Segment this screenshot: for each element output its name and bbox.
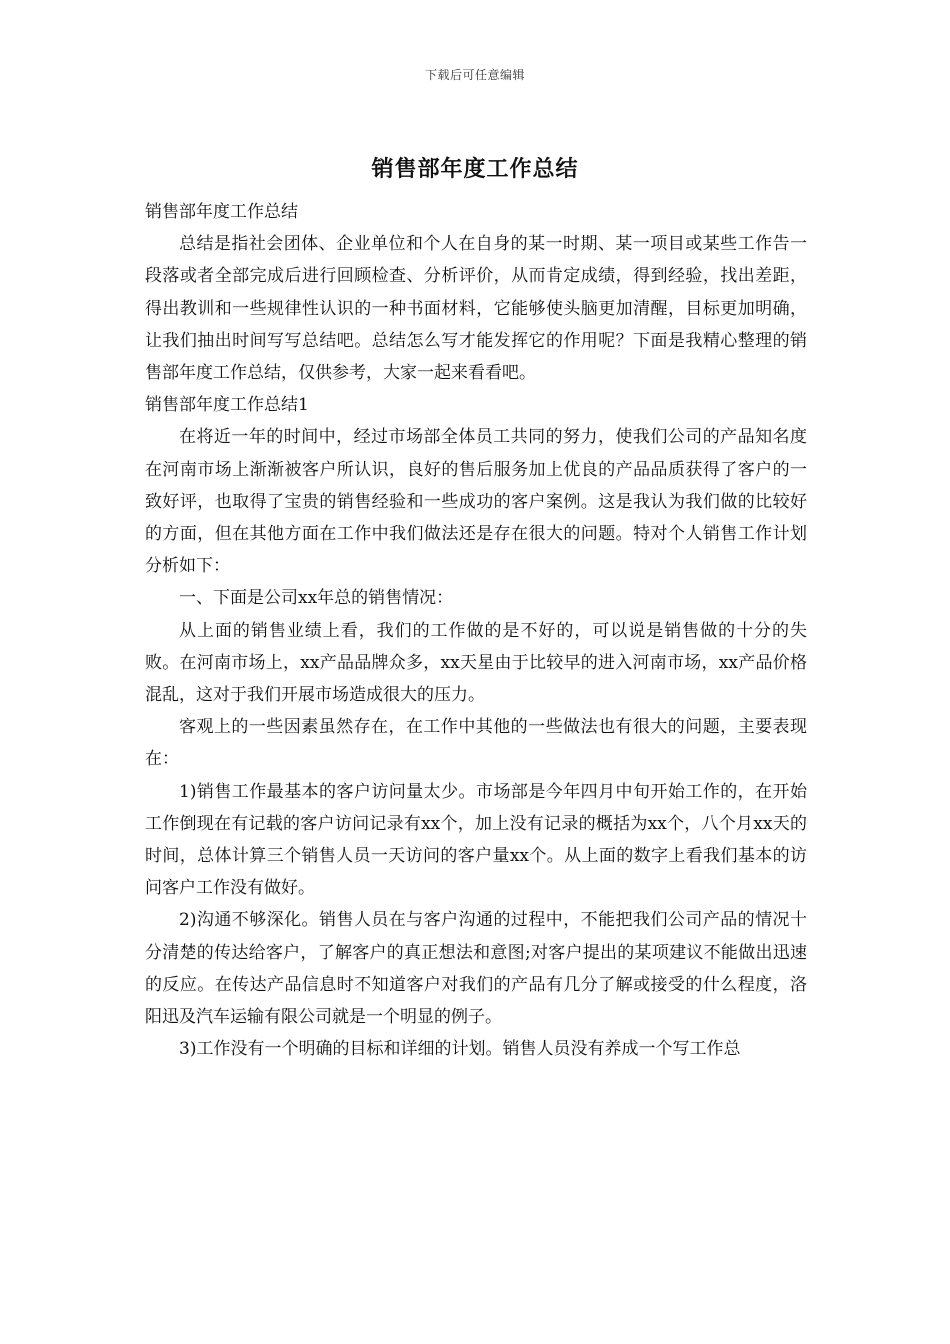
body-paragraph: 从上面的销售业绩上看，我们的工作做的是不好的，可以说是销售做的十分的失败。在河南市场上，xx产品品牌众多，xx天星由于比较早的进入河南市场，xx产品价格混乱，这对于我们开展市场造成很大的压力。	[145, 620, 807, 706]
body-paragraph: 一、下面是公司xx年总的销售情况：	[179, 588, 454, 609]
body-paragraph: 客观上的一些因素虽然存在，在工作中其他的一些做法也有很大的问题，主要表现在：	[145, 717, 807, 770]
body-paragraph: 2)沟通不够深化。销售人员在与客户沟通的过程中，不能把我们公司产品的情况十分清楚的传达给客户，了解客户的真正想法和意图;对客户提出的某项建议不能做出迅速的反应。在传达产品信息时不知道客户对我们的产品有几分了解或接受的什么程度，洛阳迅及汽车运输有限公司就是一个明显的例子。	[145, 910, 807, 1028]
body-paragraph: 总结是指社会团体、企业单位和个人在自身的某一时期、某一项目或某些工作告一段落或者全部完成后进行回顾检查、分析评价，从而肯定成绩，得到经验，找出差距，得出教训和一些规律性认识的一种书面材料，它能够使头脑更加清醒，目标更加明确，让我们抽出时间写写总结吧。总结怎么写才能发挥它的作用呢？下面是我精心整理的销售部年度工作总结，仅供参考，大家一起来看看吧。	[145, 234, 807, 384]
body-paragraph: 1)销售工作最基本的客户访问量太少。市场部是今年四月中旬开始工作的，在开始工作倒现在有记载的客户访问记录有xx个，加上没有记录的概括为xx个，八个月xx天的时间，总体计算三个销售人员一天访问的客户量xx个。从上面的数字上看我们基本的访问客户工作没有做好。	[145, 781, 807, 899]
body-paragraph: 在将近一年的时间中，经过市场部全体员工共同的努力，使我们公司的产品知名度在河南市场上渐渐被客户所认识，良好的售后服务加上优良的产品品质获得了客户的一致好评，也取得了宝贵的销售经验和一些成功的客户案例。这是我认为我们做的比较好的方面，但在其他方面在工作中我们做法还是存在很大的问题。特对个人销售工作计划分析如下：	[145, 427, 807, 577]
document-title: 销售部年度工作总结	[371, 156, 579, 182]
section-heading: 销售部年度工作总结	[145, 202, 298, 222]
header-note: 下载后可任意编辑	[424, 68, 525, 82]
body-paragraph: 3)工作没有一个明确的目标和详细的计划。销售人员没有养成一个写工作总	[179, 1039, 741, 1060]
document-body	[145, 196, 807, 1065]
section-heading: 销售部年度工作总结1	[145, 395, 309, 416]
